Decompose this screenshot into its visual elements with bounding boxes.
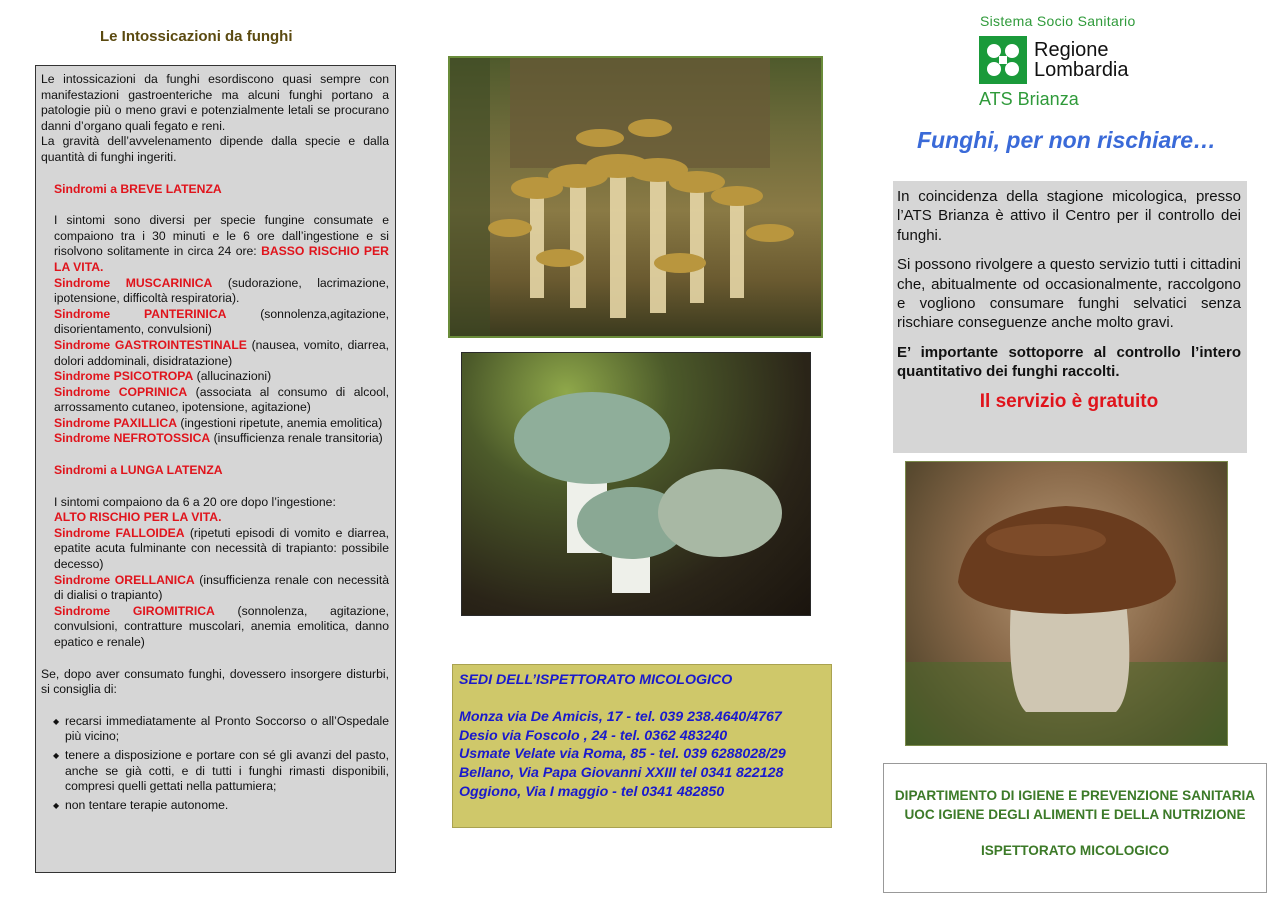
- syndrome-name: Sindrome GASTROINTESTINALE: [54, 337, 247, 352]
- intoxication-info-box: [35, 65, 396, 873]
- syndrome-description: (ripetuti episodi di vomito e diarrea, epatite acuta fulminante con necessità di trapianto: possibile decesso): [54, 525, 390, 572]
- syndrome-description: (nausea, vomito, diarrea, dolori addominali, disidratazione): [54, 337, 389, 368]
- syndrome-item: [41, 431, 389, 447]
- long-latency-list: [41, 526, 389, 651]
- ats-name: ATS Brianza: [979, 89, 1079, 109]
- syndrome-name: Sindrome MUSCARINICA: [54, 275, 213, 290]
- inspection-offices-list: [459, 708, 825, 801]
- syndrome-name: Sindrome PAXILLICA: [54, 415, 178, 430]
- service-paragraph-1: In coincidenza della stagione micologica, presso l’ATS Brianza è attivo il Centro per il controllo dei funghi.: [897, 188, 1241, 244]
- syndrome-description: (sudorazione, lacrimazione, ipotensione, difficoltà respiratoria).: [54, 275, 389, 306]
- porcini-photo: [905, 461, 1228, 746]
- syndrome-name: Sindrome PANTERINICA: [54, 306, 227, 321]
- honey-mushroom-photo: [448, 56, 823, 338]
- department-line-1: DIPARTIMENTO DI IGIENE E PREVENZIONE SANITARIA: [894, 788, 1256, 803]
- syndrome-description: (ingestioni ripetute, anemia emolitica): [177, 415, 383, 430]
- syndrome-name: Sindrome PSICOTROPA: [54, 369, 194, 384]
- syndrome-description: (insufficienza renale con necessità di dialisi o trapianto): [54, 572, 390, 603]
- department-line-2: UOC IGIENE DEGLI ALIMENTI E DELLA NUTRIZIONE: [904, 806, 1246, 822]
- short-latency-list: [41, 276, 389, 448]
- regione-logo-icon: [979, 36, 1027, 84]
- syndrome-name: Sindrome COPRINICA: [54, 384, 188, 399]
- advice-intro: Se, dopo aver consumato funghi, dovessero insorgere disturbi, si consiglia di:: [41, 666, 389, 697]
- syndrome-item: [41, 369, 389, 385]
- syndrome-name: Sindrome NEFROTOSSICA: [54, 431, 211, 446]
- syndrome-name: Sindrome FALLOIDEA: [54, 525, 185, 540]
- intro-paragraph-2: La gravità dell’avvelenamento dipende dalla specie e dalla quantità di funghi ingeriti.: [41, 134, 389, 164]
- short-latency-text: I sintomi sono diversi per specie fungine consumate e compaiono tra i 30 minuti e le 6 ore dall’ingestione e si risolvono solitamente in circa 24 ore: BASSO RISCHIO PER LA VITA.: [54, 213, 389, 274]
- office-line: Desio via Foscolo , 24 - tel. 0362 483240: [459, 727, 728, 744]
- green-russula-illustration: [462, 353, 810, 615]
- service-paragraph-2: Si possono rivolgere a questo servizio tutti i cittadini che, abitualmente od occasionalmente, raccolgono e vogliono consumare funghi selvatici senza rischiare conseguenze anche molto gravi.: [897, 256, 1241, 332]
- advice-item: ◆ tenere a disposizione e portare con sé gli avanzi del pasto, anche se già cotti, e di tutti i funghi rimasti disponibili, compresi quelli gettati nella pattumiera;: [53, 748, 389, 795]
- syndrome-description: (sonnolenza,agitazione, disorientamento, convulsioni): [54, 306, 389, 337]
- syndrome-description: (allucinazioni): [193, 369, 272, 384]
- logo-wordmark: [1034, 40, 1129, 80]
- syndrome-item: [41, 338, 389, 369]
- service-info-box: [893, 181, 1247, 453]
- advice-item: ◆ non tentare terapie autonome.: [53, 798, 389, 814]
- syndrome-description: (sonnolenza, agitazione, convulsioni, contratture muscolari, anemia emolitica, danno epatico e renale): [54, 603, 389, 649]
- syndrome-item: [41, 604, 389, 651]
- office-line: Bellano, Via Papa Giovanni XXIII tel 0341 822128: [459, 764, 784, 781]
- syndrome-item: [41, 276, 389, 307]
- porcini-illustration: [906, 462, 1227, 745]
- organization-name: Sistema Socio Sanitario: [980, 13, 1136, 29]
- long-latency-text: I sintomi compaiono da 6 a 20 ore dopo l’ingestione:: [54, 494, 336, 509]
- department-box: [883, 763, 1267, 893]
- green-russula-photo: [461, 352, 811, 616]
- office-line: Monza via De Amicis, 17 - tel. 039 238.4640/4767: [459, 709, 782, 726]
- honey-mushroom-illustration: [450, 58, 821, 336]
- regione-lombardia-logo: [979, 36, 1027, 84]
- long-latency-heading: Sindromi a LUNGA LATENZA: [54, 463, 223, 478]
- logo-line-lombardia: Lombardia: [1034, 59, 1129, 81]
- syndrome-item: [41, 307, 389, 338]
- inspection-offices-title: SEDI DELL’ISPETTORATO MICOLOGICO: [459, 672, 733, 688]
- intro-paragraph: Le intossicazioni da funghi esordiscono quasi sempre con manifestazioni gastroenteriche ma alcuni funghi portano a patologie più o meno gravi e potenzialmente letali se procurano danni d’organo quali fegato e reni.: [41, 72, 389, 133]
- low-risk-label: BASSO RISCHIO PER LA VITA.: [54, 244, 389, 274]
- office-line: Usmate Velate via Roma, 85 - tel. 039 6288028/29: [459, 746, 786, 763]
- short-latency-heading: Sindromi a BREVE LATENZA: [54, 181, 222, 196]
- syndrome-item: [41, 573, 389, 604]
- syndrome-name: Sindrome ORELLANICA: [54, 572, 195, 587]
- advice-list: [41, 714, 389, 814]
- syndrome-description: (insufficienza renale transitoria): [210, 431, 383, 446]
- syndrome-item: [41, 526, 389, 573]
- inspection-offices-box: [452, 664, 832, 828]
- syndrome-item: [41, 416, 389, 432]
- logo-line-regione: Regione: [1034, 39, 1109, 61]
- page-headline: Funghi, per non rischiare…: [917, 127, 1217, 153]
- syndrome-name: Sindrome GIROMITRICA: [54, 603, 215, 618]
- service-paragraph-3: E’ importante sottoporre al controllo l’intero quantitativo dei funghi raccolti.: [897, 343, 1241, 381]
- left-panel-title: Le Intossicazioni da funghi: [100, 28, 293, 45]
- free-service-notice: Il servizio è gratuito: [979, 390, 1159, 412]
- advice-item: ◆ recarsi immediatamente al Pronto Soccorso o all’Ospedale più vicino;: [53, 714, 389, 745]
- office-line: Oggiono, Via I maggio - tel 0341 482850: [459, 783, 725, 800]
- high-risk-label: ALTO RISCHIO PER LA VITA.: [54, 510, 222, 525]
- department-line-3: ISPETTORATO MICOLOGICO: [980, 843, 1170, 859]
- syndrome-item: [41, 385, 389, 416]
- syndrome-description: (associata al consumo di alcool, arrossamento cutaneo, ipotensione, agitazione): [54, 384, 389, 415]
